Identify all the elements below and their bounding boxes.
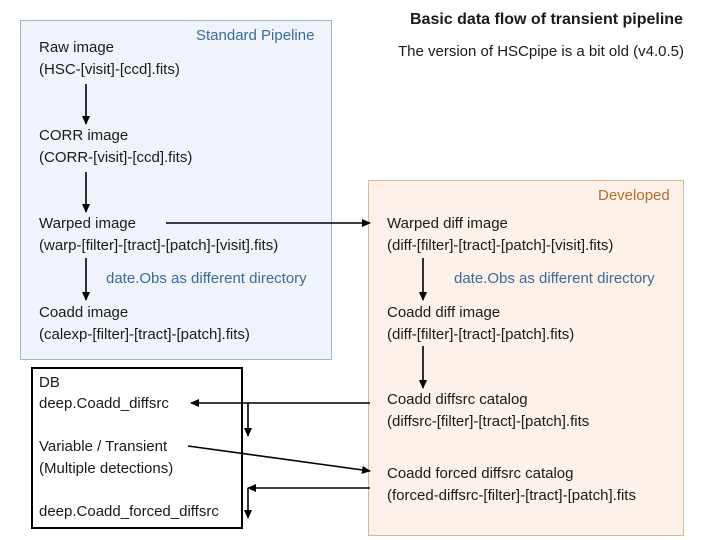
db-label: DB	[39, 374, 60, 391]
warped-diff-file: (diff-[filter]-[tract]-[patch]-[visit].fits)	[387, 236, 614, 254]
diagram-subtitle: The version of HSCpipe is a bit old (v4.0.5)	[398, 43, 684, 60]
arrow-variable-to-forced-catalog	[188, 446, 370, 471]
db-forced-table: deep.Coadd_forced_diffsrc	[39, 503, 219, 520]
raw-image-file: (HSC-[visit]-[ccd].fits)	[39, 60, 180, 78]
coadd-diff-name: Coadd diff image	[387, 304, 501, 321]
variable-transient-name: Variable / Transient	[39, 438, 168, 455]
coadd-diff-file: (diff-[filter]-[tract]-[patch].fits)	[387, 325, 575, 343]
warped-diff-name: Warped diff image	[387, 215, 508, 232]
warped-image-file: (warp-[filter]-[tract]-[patch]-[visit].fits)	[39, 236, 279, 254]
warped-image-name: Warped image	[39, 215, 136, 232]
forced-catalog-name: Coadd forced diffsrc catalog	[387, 465, 574, 482]
raw-image-name: Raw image	[39, 39, 115, 56]
corr-image-name: CORR image	[39, 127, 129, 144]
forced-catalog-file: (forced-diffsrc-[filter]-[tract]-[patch].fits	[387, 486, 636, 504]
standard-dateobs-label: date.Obs as different directory	[106, 270, 307, 287]
standard-pipeline-label: Standard Pipeline	[196, 27, 315, 44]
coadd-image-name: Coadd image	[39, 304, 129, 321]
developed-dateobs-label: date.Obs as different directory	[454, 270, 655, 287]
coadd-image-file: (calexp-[filter]-[tract]-[patch].fits)	[39, 325, 250, 343]
diffsrc-catalog-file: (diffsrc-[filter]-[tract]-[patch].fits	[387, 412, 590, 430]
diagram-title: Basic data flow of transient pipeline	[410, 11, 683, 28]
db-diffsrc-table: deep.Coadd_diffsrc	[39, 395, 169, 412]
corr-image-file: (CORR-[visit]-[ccd].fits)	[39, 148, 193, 166]
variable-transient-note: (Multiple detections)	[39, 459, 174, 477]
diffsrc-catalog-name: Coadd diffsrc catalog	[387, 391, 528, 408]
developed-label: Developed	[598, 187, 670, 204]
